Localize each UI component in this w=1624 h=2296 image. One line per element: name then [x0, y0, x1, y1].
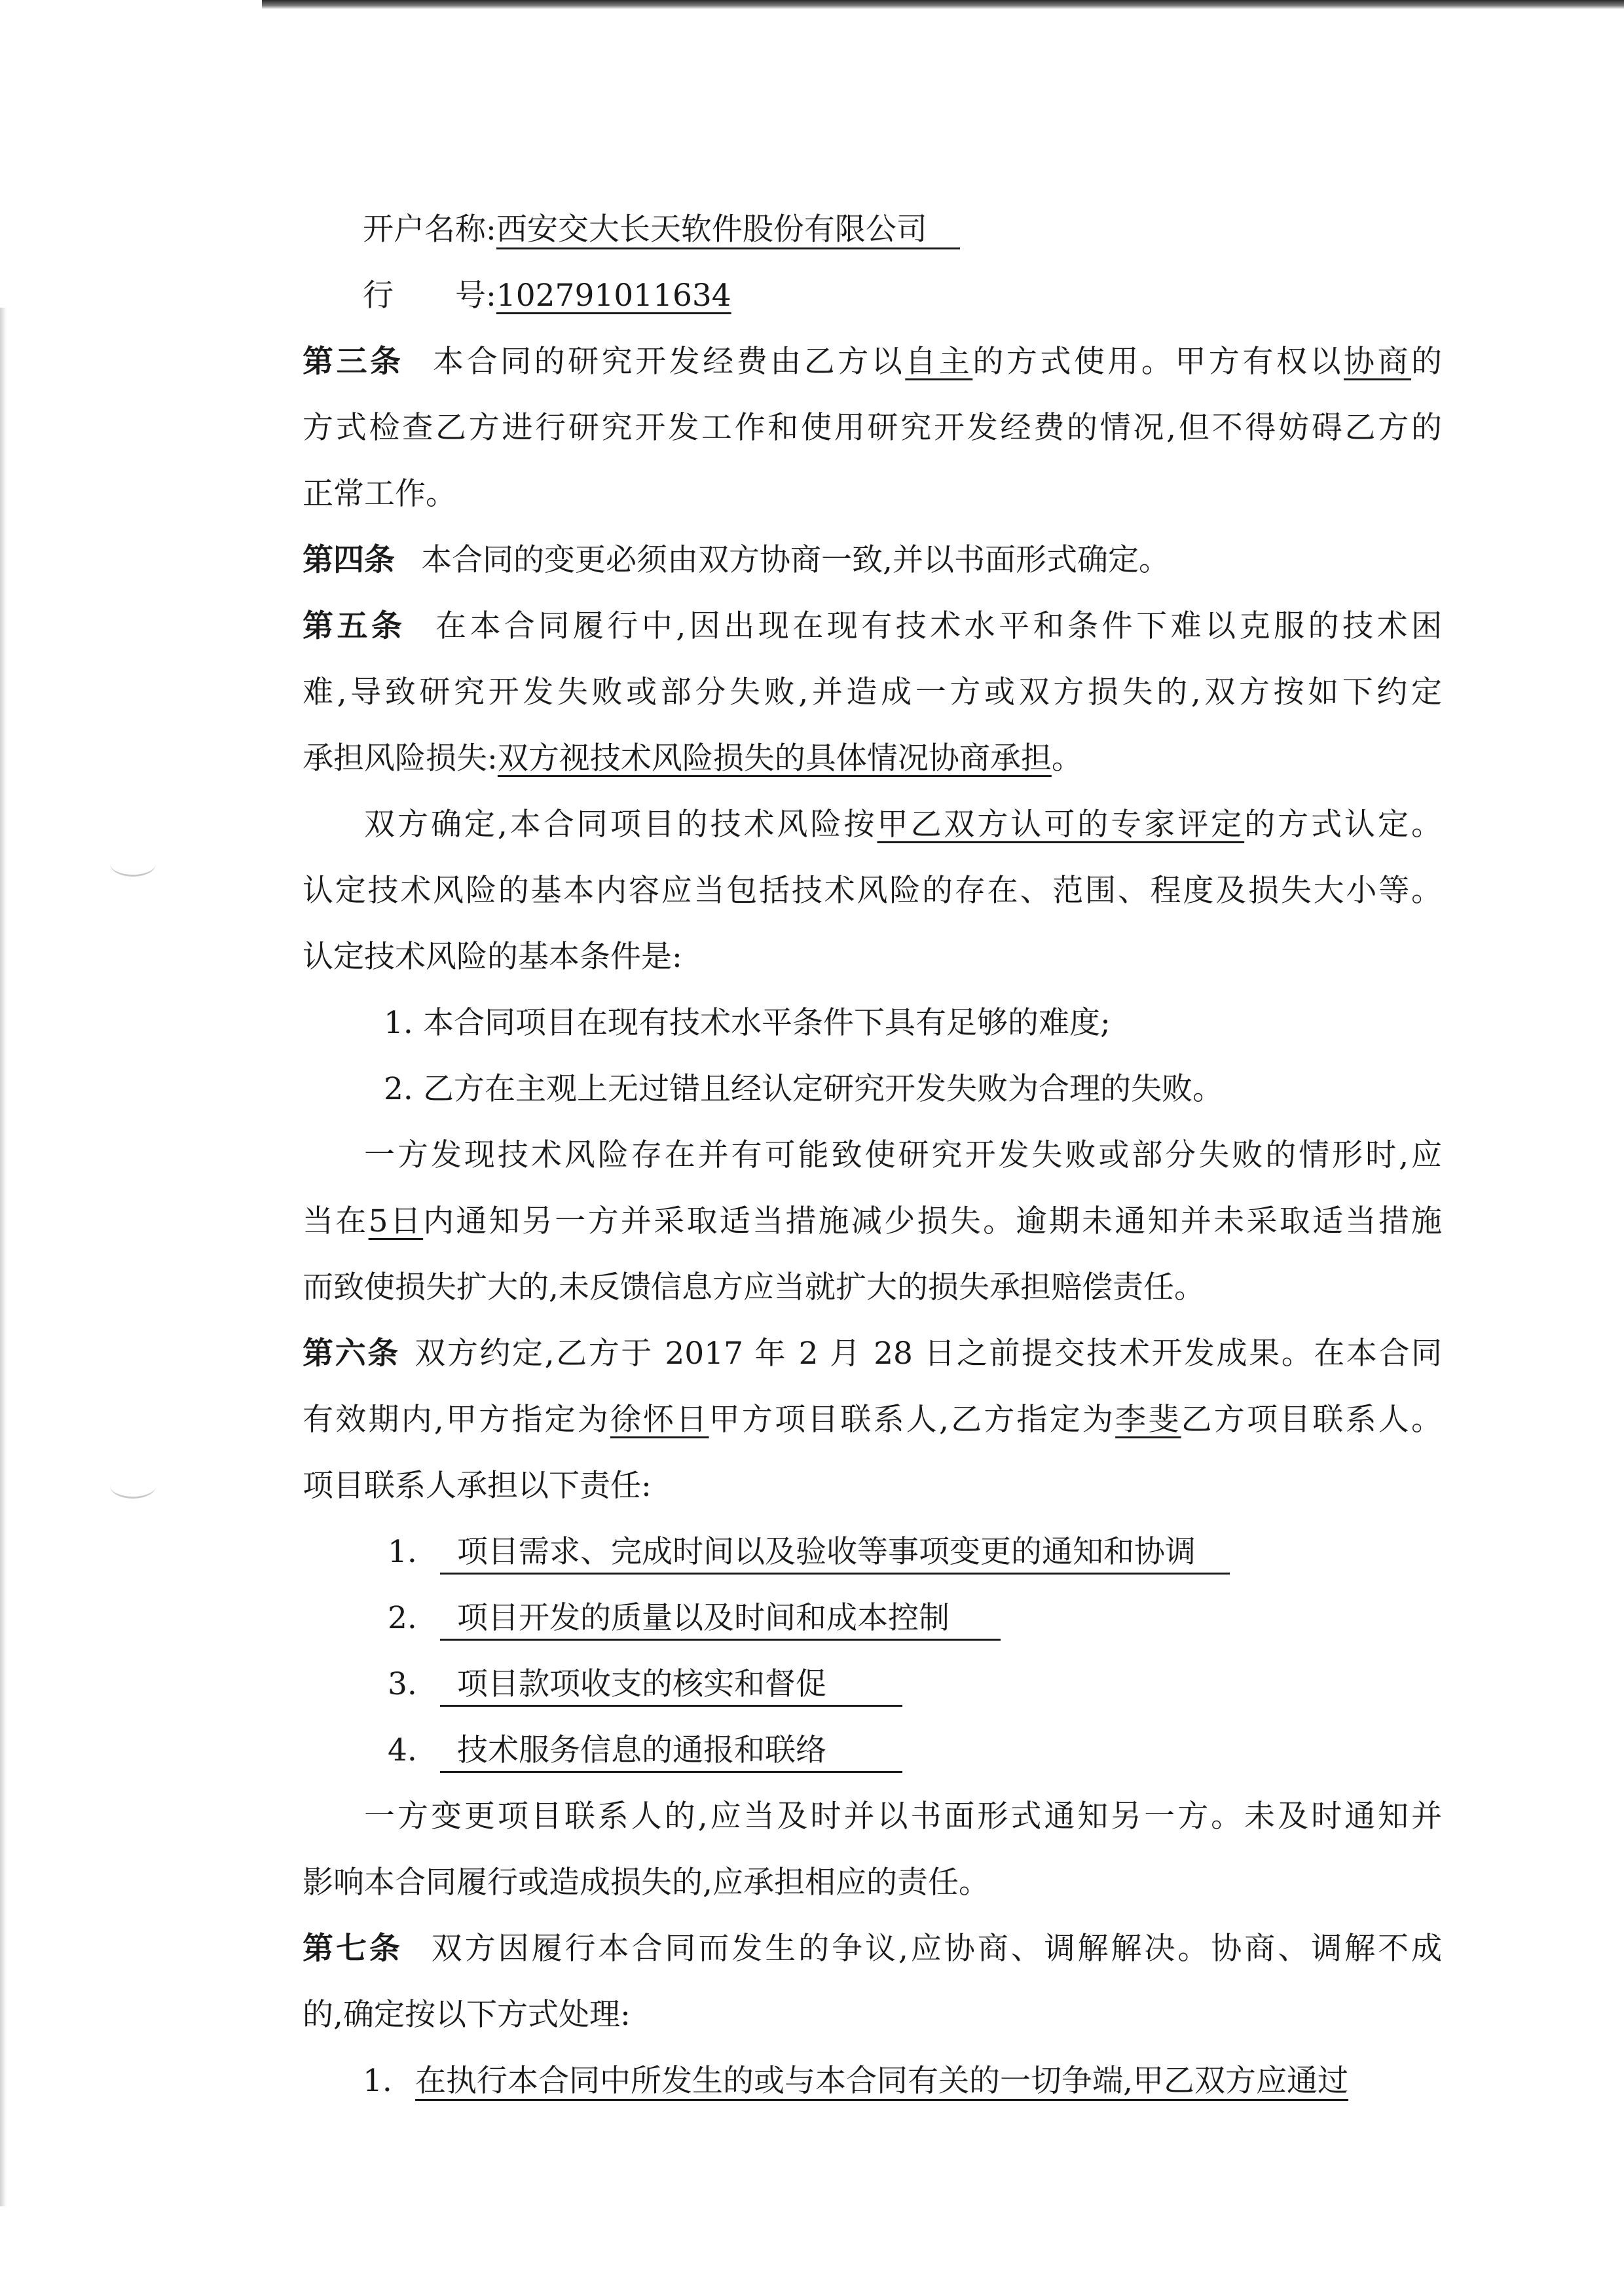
article-5-para2-line-2: 认定技术风险的基本内容应当包括技术风险的存在、范围、程度及损失大小等。 [303, 873, 1442, 909]
article-4-label: 第四条 [303, 542, 395, 578]
article-5-line-1: 第五条 在本合同履行中,因出现在现有技术水平和条件下难以克服的技术困 [303, 608, 1442, 644]
risk-loss-arrangement: 双方视技术风险损失的具体情况协商承担 [497, 740, 1052, 776]
article-5-para2-line-3: 认定技术风险的基本条件是: [303, 939, 682, 975]
article-3-line-2: 方式检查乙方进行研究开发工作和使用研究开发经费的情况,但不得妨碍乙方的 [303, 410, 1442, 446]
article-6-line-2: 有效期内,甲方指定为徐怀日甲方项目联系人,乙方指定为李斐乙方项目联系人。 [303, 1402, 1442, 1438]
article-5-para2-line-1: 双方确定,本合同项目的技术风险按甲乙双方认可的专家评定的方式认定。 [364, 807, 1442, 843]
article-3-line-1: 第三条 本合同的研究开发经费由乙方以自主的方式使用。甲方有权以协商的 [303, 344, 1443, 380]
article-7-line-2: 的,确定按以下方式处理: [303, 1997, 631, 2033]
article-6-label: 第六条 [303, 1336, 400, 1372]
article-5-line-2: 难,导致研究开发失败或部分失败,并造成一方或双方损失的,双方按如下约定 [303, 674, 1442, 710]
contract-page [303, 196, 1442, 2114]
contact-duty-2: 2. 项目开发的质量以及时间和成本控制 [303, 1585, 1442, 1651]
article-6-line-3: 项目联系人承担以下责任: [303, 1468, 652, 1504]
dispute-method-1: 1. 在执行本合同中所发生的或与本合同有关的一切争端,甲乙双方应通过 [303, 2048, 1442, 2114]
risk-condition-1: 1. 本合同项目在现有技术水平条件下具有足够的难度; [384, 1005, 1111, 1041]
account-name-line [303, 196, 1442, 263]
account-name-value: 西安交大长天软件股份有限公司 [496, 211, 960, 249]
punch-hole-mark [110, 851, 156, 877]
punch-hole-mark [110, 1473, 156, 1499]
article-5-para3-line-2: 当在5日内通知另一方并采取适当措施减少损失。逾期未通知并未采取适当措施 [303, 1203, 1442, 1239]
party-a-contact: 徐怀日 [610, 1402, 709, 1438]
article-4-line: 第四条 本合同的变更必须由双方协商一致,并以书面形式确定。 [303, 542, 1170, 578]
scan-top-edge [262, 0, 1624, 9]
contact-duty-3: 3. 项目款项收支的核实和督促 [303, 1651, 1442, 1717]
article-7-line-1: 第七条 双方因履行本合同而发生的争议,应协商、调解解决。协商、调解不成 [303, 1931, 1442, 1967]
contact-duty-1: 1. 项目需求、完成时间以及验收等事项变更的通知和协调 [303, 1519, 1442, 1585]
bank-number-label: 行 号: [363, 278, 496, 314]
contact-duty-4: 4. 技术服务信息的通报和联络 [303, 1717, 1442, 1783]
party-b-contact: 李斐 [1115, 1402, 1181, 1438]
article-5-para3-line-1: 一方发现技术风险存在并有可能致使研究开发失败或部分失败的情形时,应 [364, 1137, 1442, 1173]
bank-number-value: 102791011634 [496, 278, 731, 314]
article-6-para2-line-1: 一方变更项目联系人的,应当及时并以书面形式通知另一方。未及时通知并 [364, 1798, 1442, 1834]
bank-number-line [303, 263, 1442, 329]
article-6-para2-line-2: 影响本合同履行或造成损失的,应承担相应的责任。 [303, 1865, 989, 1901]
risk-assessment-method: 甲乙双方认可的专家评定 [877, 807, 1245, 843]
article-6-line-1: 第六条 双方约定,乙方于 2017 年 2 月 28 日之前提交技术开发成果。在本合同 [303, 1336, 1443, 1372]
notice-deadline: 5日 [368, 1203, 424, 1239]
article-3-label: 第三条 [303, 344, 404, 380]
article-5-para3-line-3: 而致使损失扩大的,未反馈信息方应当就扩大的损失承担赔偿责任。 [303, 1269, 1205, 1305]
article-7-label: 第七条 [303, 1931, 403, 1967]
scan-left-shadow [0, 308, 7, 2206]
article-3-line-3: 正常工作。 [303, 476, 456, 512]
risk-condition-2: 2. 乙方在主观上无过错且经认定研究开发失败为合理的失败。 [384, 1071, 1223, 1107]
article-5-label: 第五条 [303, 608, 406, 644]
funding-use-mode: 自主 [905, 344, 973, 380]
article-5-line-3: 承担风险损失:双方视技术风险损失的具体情况协商承担。 [303, 740, 1082, 776]
account-name-label: 开户名称: [363, 211, 496, 247]
inspection-mode: 协商 [1343, 344, 1412, 380]
